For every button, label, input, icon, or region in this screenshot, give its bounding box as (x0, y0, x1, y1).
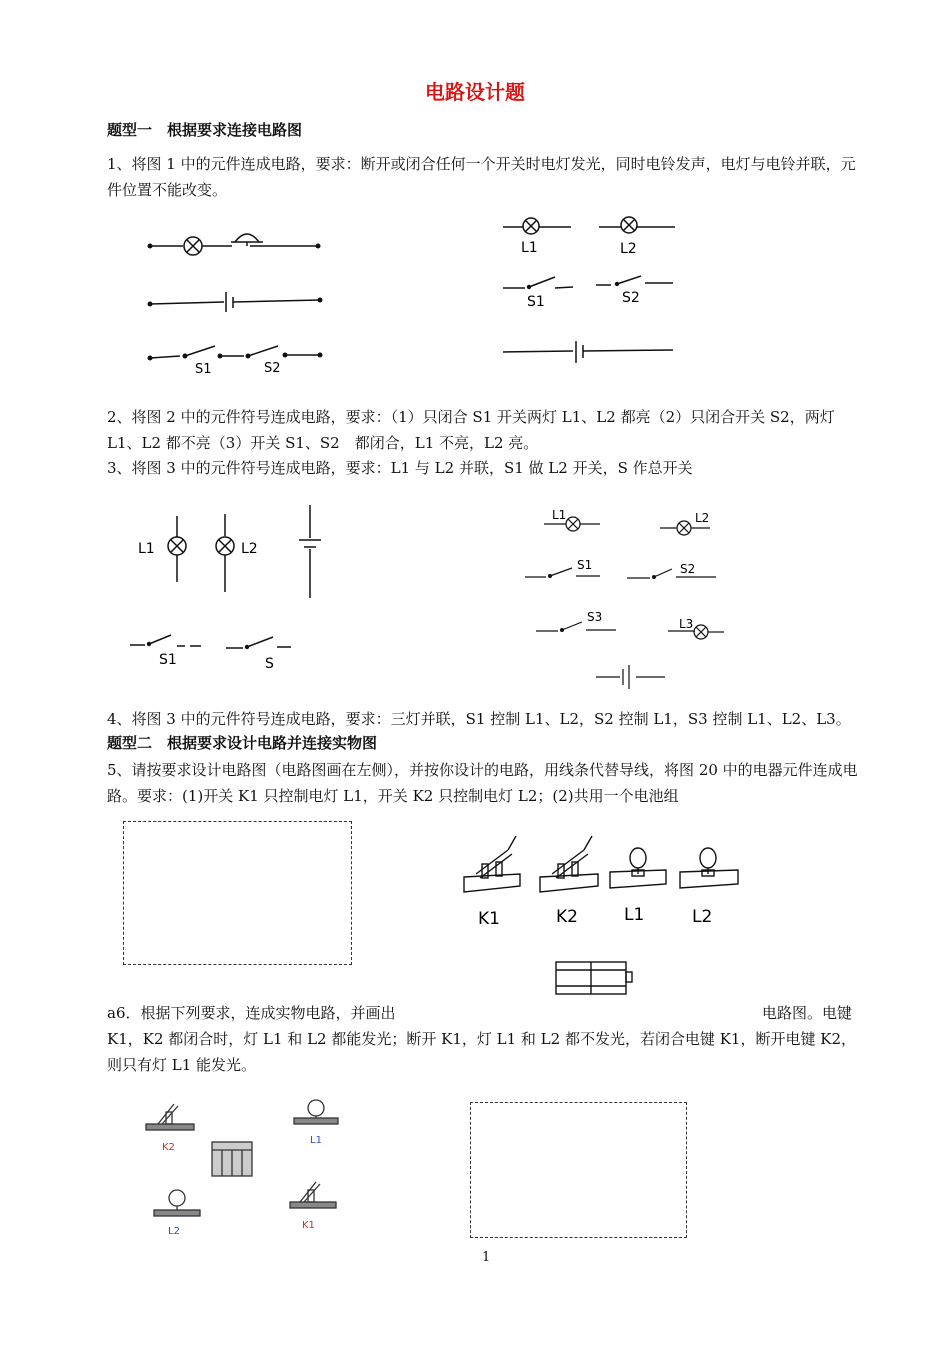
page-number: 1 (482, 1250, 491, 1265)
question-1: 1、将图 1 中的元件连成电路，要求：断开或闭合任何一个开关时电灯发光，同时电铃发声，电灯与电铃并联，元件位置不能改变。 (107, 155, 856, 199)
question-4: 4、将图 3 中的元件符号连成电路，要求：三灯并联，S1 控制 L1、L2，S2 控制 L1，S3 控制 L1、L2、L3。 (107, 710, 851, 728)
fig5-l2-label: L2 (692, 907, 713, 927)
figure-1-circuit-elements (140, 220, 340, 380)
figure-2-circuit-elements (495, 205, 685, 370)
answer-box-q6[interactable] (470, 1102, 687, 1238)
fig2-s2-label: S2 (622, 290, 640, 306)
fig2-l2-label: L2 (620, 241, 637, 257)
fig6-k1-label: K1 (302, 1220, 315, 1231)
fig1-s1-label: S1 (195, 362, 212, 377)
fig4-s2-label: S2 (680, 562, 696, 576)
fig4-l2-label: L2 (695, 511, 710, 525)
figure-4-circuit-elements (520, 505, 730, 690)
fig2-s1-label: S1 (527, 294, 545, 310)
question-6-start: a6．根据下列要求，连成实物电路，并画出 (107, 1004, 396, 1022)
question-6-end: 电路图。电键 (762, 1004, 853, 1022)
figure-5-physical-components (458, 822, 748, 1007)
fig2-l1-label: L1 (521, 240, 538, 256)
section-heading-2: 题型二 根据要求设计电路并连接实物图 (107, 734, 378, 752)
fig5-k1-label: K1 (478, 909, 500, 929)
page-title: 电路设计题 (425, 80, 525, 104)
fig1-s2-label: S2 (264, 361, 281, 376)
fig4-s1-label: S1 (577, 558, 593, 572)
fig3-l1-label: L1 (138, 541, 155, 557)
question-6-rest: K1，K2 都闭合时，灯 L1 和 L2 都能发光；断开 K1，灯 L1 和 L2 都不发光，若闭合电键 K1，断开电键 K2，则只有灯 L1 能发光。 (107, 1030, 856, 1074)
fig6-l1-label: L1 (310, 1135, 322, 1146)
answer-box-q5[interactable] (123, 821, 352, 965)
question-3: 3、将图 3 中的元件符号连成电路，要求：L1 与 L2 并联，S1 做 L2 开关，S 作总开关 (107, 459, 693, 477)
figure-6-physical-components (140, 1090, 360, 1240)
fig6-l2-label: L2 (168, 1226, 180, 1237)
fig3-s1-label: S1 (159, 652, 177, 668)
fig3-l2-label: L2 (241, 541, 258, 557)
fig4-s3-label: S3 (587, 610, 603, 624)
fig6-k2-label: K2 (162, 1142, 175, 1153)
question-5: 5、请按要求设计电路图（电路图画在左侧），并按你设计的电路，用线条代替导线，将图 20 中的电器元件连成电路。要求：(1)开关 K1 只控制电灯 L1，开关 K2 只控制电灯 L2；(2)共用一个电池组 (107, 761, 858, 805)
figure-3-circuit-elements (125, 500, 350, 680)
fig5-k2-label: K2 (556, 907, 578, 927)
fig4-l1-label: L1 (552, 508, 567, 522)
question-2: 2、将图 2 中的元件符号连成电路，要求：（1）只闭合 S1 开关两灯 L1、L2 都亮（2）只闭合开关 S2，两灯 L1、L2 都不亮（3）开关 S1、S2 都闭合，L1 不亮，L2 亮。 (107, 408, 835, 452)
fig4-l3-label: L3 (679, 617, 694, 631)
fig5-l1-label: L1 (624, 905, 645, 925)
section-heading-1: 题型一 根据要求连接电路图 (107, 121, 303, 139)
fig3-s-label: S (265, 656, 274, 672)
